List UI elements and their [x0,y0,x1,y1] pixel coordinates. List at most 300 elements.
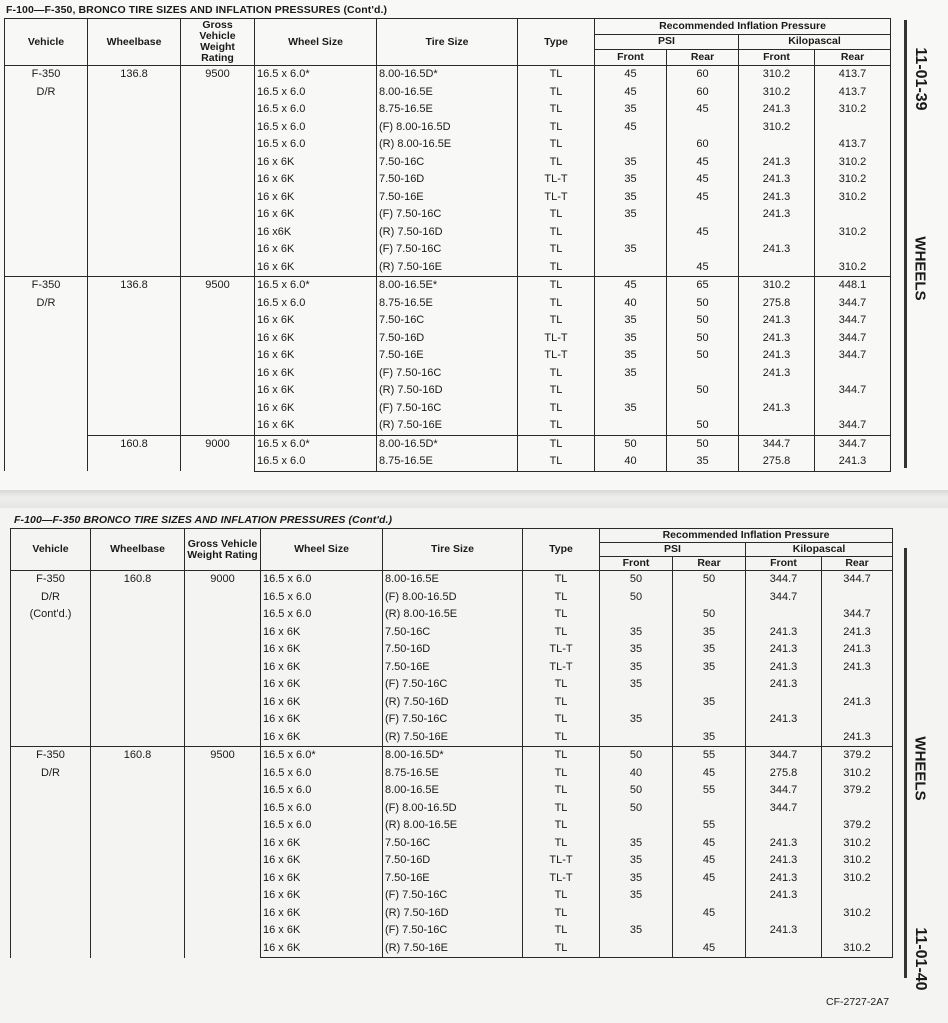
psi-rear-cell: 45 [673,852,746,870]
psi-front-cell: 35 [595,312,667,330]
psi-front-cell [600,606,673,624]
type-cell: TL [523,729,600,747]
kpa-front-cell: 241.3 [746,870,822,888]
kpa-front-cell: 241.3 [746,641,822,659]
vehicle-line: D/R [41,590,60,603]
section-label: WHEELS [911,236,929,301]
tire-size-cell: (R) 7.50-16D [377,224,518,242]
psi-front-cell: 50 [600,800,673,818]
psi-front-cell: 35 [600,870,673,888]
type-cell: TL-T [523,641,600,659]
psi-front-cell: 35 [600,922,673,940]
wheel-size-cell: 16 x 6K [255,259,377,277]
type-cell: TL [523,676,600,694]
section-code: 11-01-40 [912,927,929,991]
tire-size-cell: 7.50-16E [377,347,518,365]
kpa-front-cell [746,905,822,923]
tire-size-cell: 8.00-16.5E [383,782,523,800]
kpa-rear-cell: 344.7 [822,571,893,589]
tire-size-header: Tire Size [377,19,518,66]
psi-front-cell [595,417,667,435]
type-cell: TL [518,400,595,418]
kpa-front-cell: 241.3 [746,887,822,905]
kpa-front-cell: 241.3 [739,189,815,207]
vehicle-line: D/R [36,296,56,309]
psi-front-cell: 45 [595,277,667,295]
tire-size-cell: 7.50-16C [377,312,518,330]
kpa-front-cell: 241.3 [746,624,822,642]
wheel-size-cell: 16 x 6K [255,417,377,435]
kpa-rear-cell: 241.3 [822,641,893,659]
tire-size-cell: (F) 7.50-16C [383,887,523,905]
wheel-size-header: Wheel Size [261,529,383,571]
tire-size-cell: 8.00-16.5D* [377,435,518,453]
psi-rear-cell: 55 [673,747,746,765]
type-cell: TL-T [523,870,600,888]
psi-front-cell [600,940,673,958]
type-cell: TL [518,365,595,383]
table-header [11,529,893,571]
kpa-rear-cell: 241.3 [822,659,893,677]
kpa-front-cell: 344.7 [746,747,822,765]
kpa-rear-cell: 413.7 [815,66,891,84]
wheel-size-cell: 16 x 6K [261,641,383,659]
manual-page-top [0,0,948,490]
kpa-rear-cell: 344.7 [815,312,891,330]
type-cell: TL [523,711,600,729]
tire-size-cell: (R) 8.00-16.5E [383,606,523,624]
psi-front-cell: 35 [595,330,667,348]
header-row [11,529,893,543]
wheel-size-cell: 16 x 6K [261,659,383,677]
type-cell: TL [518,453,595,471]
psi-front-cell: 50 [600,782,673,800]
psi-rear-cell: 45 [667,154,739,172]
psi-front-cell [595,259,667,277]
wheel-size-cell: 16.5 x 6.0 [261,800,383,818]
psi-rear-cell [667,241,739,259]
tire-size-cell: (R) 7.50-16E [377,417,518,435]
psi-front-cell: 35 [600,676,673,694]
figure-code: CF-2727-2A7 [826,996,890,1008]
tire-size-cell: (F) 7.50-16C [377,400,518,418]
tire-size-cell: (R) 7.50-16D [377,382,518,400]
side-tab [898,20,942,490]
type-cell: TL [518,241,595,259]
psi-rear-header: Rear [673,557,746,571]
tire-size-cell: 7.50-16D [377,330,518,348]
tire-size-cell: 8.75-16.5E [377,101,518,119]
psi-front-cell: 35 [600,852,673,870]
psi-rear-cell: 50 [667,295,739,313]
tire-size-cell: (R) 7.50-16E [383,940,523,958]
psi-rear-cell: 50 [667,347,739,365]
table-row [5,277,891,295]
kpa-rear-header: Rear [815,50,891,66]
psi-front-cell [600,729,673,747]
kpa-rear-cell: 413.7 [815,136,891,154]
type-cell: TL-T [523,852,600,870]
wheel-size-cell: 16 x 6K [255,382,377,400]
kpa-front-cell [746,694,822,712]
tire-size-cell: 8.75-16.5E [383,765,523,783]
kpa-rear-cell [822,711,893,729]
kpa-front-cell: 241.3 [739,312,815,330]
type-cell: TL [523,887,600,905]
psi-rear-cell [667,400,739,418]
kpa-rear-cell [822,922,893,940]
type-cell: TL [523,905,600,923]
vehicle-line: F-350 [31,68,61,80]
kpa-rear-cell: 344.7 [815,435,891,453]
psi-rear-cell: 35 [673,659,746,677]
psi-front-cell: 40 [595,295,667,313]
vehicle-line: D/R [41,766,60,779]
kpa-rear-cell [815,241,891,259]
wheel-size-cell: 16.5 x 6.0 [261,606,383,624]
wheel-size-cell: 16 x 6K [261,940,383,958]
kpa-rear-cell: 241.3 [822,624,893,642]
tire-size-cell: 7.50-16D [383,641,523,659]
kpa-front-cell [739,136,815,154]
kpa-front-cell: 241.3 [746,676,822,694]
side-rule [904,20,907,468]
wheel-size-cell: 16 x 6K [261,870,383,888]
psi-rear-cell: 45 [673,835,746,853]
tire-size-cell: 7.50-16C [383,624,523,642]
psi-rear-cell: 35 [673,694,746,712]
wheelbase-header: Wheelbase [88,19,181,66]
manual-page-bottom [0,508,948,1023]
kpa-rear-cell: 344.7 [822,606,893,624]
kpa-rear-cell: 310.2 [815,259,891,277]
tire-size-cell: (R) 7.50-16E [377,259,518,277]
table-body [5,66,891,472]
kpa-front-cell: 275.8 [746,765,822,783]
wheel-size-cell: 16.5 x 6.0* [255,277,377,295]
tire-size-cell: (F) 8.00-16.5D [377,119,518,137]
table-row [11,747,893,765]
kpa-rear-cell: 310.2 [822,905,893,923]
psi-rear-cell: 35 [673,624,746,642]
wheel-size-cell: 16.5 x 6.0 [255,136,377,154]
psi-rear-cell: 35 [667,453,739,471]
table-row [5,66,891,84]
kpa-front-cell: 275.8 [739,295,815,313]
vehicle-header: Vehicle [11,529,91,571]
section-label: WHEELS [911,736,929,801]
psi-front-cell [595,382,667,400]
psi-rear-cell: 45 [667,101,739,119]
psi-front-cell: 35 [595,189,667,207]
kpa-front-cell: 241.3 [746,852,822,870]
kpa-front-cell: 310.2 [739,84,815,102]
type-cell: TL [518,84,595,102]
psi-rear-cell [667,365,739,383]
wheel-size-cell: 16 x 6K [261,887,383,905]
wheel-size-cell: 16.5 x 6.0* [255,435,377,453]
vehicle-line: (Cont'd.) [29,608,72,620]
kpa-front-cell [739,417,815,435]
psi-rear-cell: 45 [667,189,739,207]
wheel-size-cell: 16.5 x 6.0 [261,782,383,800]
psi-header: PSI [600,543,746,557]
kpa-rear-cell [822,800,893,818]
kpa-front-cell: 241.3 [746,659,822,677]
kpa-rear-cell [815,206,891,224]
type-cell: TL-T [518,171,595,189]
kpa-front-cell: 241.3 [746,922,822,940]
kpa-front-cell: 344.7 [746,589,822,607]
psi-rear-cell [667,119,739,137]
kpa-front-cell [746,606,822,624]
side-rule [904,548,907,978]
type-cell: TL [518,66,595,84]
vehicle-cell [5,277,88,472]
wheel-size-cell: 16.5 x 6.0 [255,119,377,137]
psi-rear-cell: 50 [667,417,739,435]
psi-front-cell: 35 [600,711,673,729]
type-cell: TL [523,940,600,958]
psi-rear-cell: 50 [667,330,739,348]
type-cell: TL [518,206,595,224]
type-cell: TL [523,782,600,800]
psi-rear-cell: 45 [673,870,746,888]
tire-size-cell: (R) 7.50-16D [383,694,523,712]
kpa-rear-cell: 310.2 [815,224,891,242]
tire-size-cell: (R) 8.00-16.5E [383,817,523,835]
tire-size-cell: 7.50-16E [383,659,523,677]
type-cell: TL [523,589,600,607]
wheelbase-cell: 136.8 [88,66,181,277]
psi-rear-cell: 50 [667,312,739,330]
kpa-front-cell: 344.7 [746,800,822,818]
page-fold [0,490,948,508]
tire-size-cell: 7.50-16C [377,154,518,172]
vehicle-line: F-350 [31,279,61,291]
psi-rear-cell: 45 [667,171,739,189]
kpa-rear-cell: 448.1 [815,277,891,295]
psi-rear-cell: 50 [667,435,739,453]
tire-pressure-table [4,18,891,472]
kpa-front-cell: 241.3 [739,154,815,172]
kpa-rear-cell [815,119,891,137]
kpa-rear-cell [822,676,893,694]
kilopascal-header: Kilopascal [739,34,891,50]
wheel-size-cell: 16 x 6K [261,711,383,729]
kpa-front-cell: 241.3 [739,101,815,119]
tire-size-cell: (F) 7.50-16C [383,922,523,940]
psi-rear-cell: 50 [673,606,746,624]
psi-front-cell: 40 [595,453,667,471]
tire-size-header: Tire Size [383,529,523,571]
kpa-rear-cell: 310.2 [815,154,891,172]
kpa-front-cell: 241.3 [746,711,822,729]
wheelbase-cell: 136.8 [88,277,181,436]
gvwr-header: Gross Vehicle Weight Rating [185,529,261,571]
psi-rear-cell: 50 [667,382,739,400]
tire-size-cell: (F) 8.00-16.5D [383,589,523,607]
tire-size-cell: (R) 7.50-16D [383,905,523,923]
type-cell: TL-T [523,659,600,677]
tire-size-cell: (F) 8.00-16.5D [383,800,523,818]
tire-size-cell: 7.50-16E [383,870,523,888]
type-cell: TL [523,765,600,783]
wheel-size-cell: 16 x 6K [255,189,377,207]
wheel-size-cell: 16 x 6K [255,330,377,348]
kpa-rear-cell [822,589,893,607]
kpa-rear-cell: 241.3 [822,694,893,712]
kpa-front-cell: 310.2 [739,119,815,137]
type-cell: TL [523,747,600,765]
psi-rear-cell [673,922,746,940]
type-cell: TL [518,154,595,172]
psi-rear-cell [673,800,746,818]
vehicle-cell [5,66,88,277]
kpa-front-cell: 241.3 [739,241,815,259]
kpa-front-cell [739,224,815,242]
kpa-rear-cell: 344.7 [815,417,891,435]
tire-size-cell: 8.00-16.5D* [383,747,523,765]
psi-front-cell [600,905,673,923]
kpa-rear-cell: 310.2 [822,870,893,888]
psi-front-cell: 35 [595,171,667,189]
wheel-size-cell: 16.5 x 6.0 [261,817,383,835]
kpa-front-cell: 241.3 [746,835,822,853]
psi-front-cell [595,136,667,154]
wheel-size-cell: 16 x 6K [261,922,383,940]
psi-front-cell: 35 [600,624,673,642]
kpa-front-cell: 241.3 [739,171,815,189]
kpa-front-header: Front [739,50,815,66]
type-cell: TL-T [518,330,595,348]
kilopascal-header: Kilopascal [746,543,893,557]
wheel-size-cell: 16 x 6K [255,365,377,383]
psi-front-cell [595,224,667,242]
tire-size-cell: 7.50-16D [377,171,518,189]
wheel-size-cell: 16 x 6K [255,154,377,172]
tire-size-cell: 8.00-16.5D* [377,66,518,84]
recommended-pressure-header: Recommended Inflation Pressure [600,529,893,543]
type-cell: TL [518,136,595,154]
psi-front-cell: 35 [600,641,673,659]
wheel-size-cell: 16 x 6K [261,694,383,712]
type-cell: TL [518,224,595,242]
psi-rear-cell [667,206,739,224]
gvwr-cell: 9500 [181,277,255,436]
psi-rear-cell: 45 [667,224,739,242]
type-cell: TL [518,435,595,453]
psi-front-cell: 50 [600,747,673,765]
type-cell: TL [518,312,595,330]
psi-rear-cell [673,887,746,905]
psi-front-cell: 35 [600,659,673,677]
psi-front-header: Front [595,50,667,66]
psi-rear-cell: 60 [667,84,739,102]
wheel-size-cell: 16 x 6K [255,347,377,365]
tire-pressure-table [10,528,893,958]
psi-front-header: Front [600,557,673,571]
kpa-front-cell: 241.3 [739,206,815,224]
gvwr-cell: 9500 [185,747,261,958]
table-header [5,19,891,66]
psi-rear-cell: 55 [673,782,746,800]
kpa-rear-cell: 379.2 [822,782,893,800]
vehicle-cell [11,747,91,958]
wheel-size-cell: 16 x 6K [261,729,383,747]
wheel-size-cell: 16 x 6K [261,624,383,642]
kpa-rear-cell: 379.2 [822,817,893,835]
psi-rear-cell: 60 [667,66,739,84]
wheel-size-cell: 16.5 x 6.0* [261,747,383,765]
wheel-size-cell: 16.5 x 6.0 [255,101,377,119]
tire-size-cell: 8.75-16.5E [377,295,518,313]
kpa-front-cell: 241.3 [739,365,815,383]
kpa-front-cell: 344.7 [739,435,815,453]
wheel-size-cell: 16 x6K [255,224,377,242]
gvwr-header: Gross Vehicle Weight Rating [181,19,255,66]
wheelbase-cell: 160.8 [91,571,185,747]
type-cell: TL [518,277,595,295]
kpa-front-cell [746,940,822,958]
wheelbase-cell: 160.8 [91,747,185,958]
tire-size-cell: 7.50-16D [383,852,523,870]
kpa-front-cell: 241.3 [739,330,815,348]
psi-front-cell: 45 [595,84,667,102]
tire-size-cell: (F) 7.50-16C [377,241,518,259]
kpa-rear-cell: 310.2 [815,189,891,207]
table-row [11,571,893,589]
type-cell: TL [523,800,600,818]
type-cell: TL [518,417,595,435]
wheel-size-cell: 16 x 6K [261,852,383,870]
kpa-rear-cell: 344.7 [815,347,891,365]
psi-front-cell [600,817,673,835]
psi-rear-cell [673,589,746,607]
type-cell: TL [518,382,595,400]
psi-header: PSI [595,34,739,50]
kpa-rear-cell: 413.7 [815,84,891,102]
type-header: Type [523,529,600,571]
wheel-size-cell: 16 x 6K [255,171,377,189]
psi-front-cell: 40 [600,765,673,783]
psi-front-cell: 35 [600,887,673,905]
wheel-size-cell: 16 x 6K [261,835,383,853]
psi-front-cell: 35 [595,154,667,172]
psi-rear-cell: 35 [673,641,746,659]
psi-rear-cell [673,711,746,729]
header-row [5,19,891,35]
psi-rear-cell: 45 [673,940,746,958]
kpa-front-cell [739,259,815,277]
table-row [5,435,891,453]
type-cell: TL [523,817,600,835]
psi-front-cell: 35 [595,400,667,418]
psi-front-cell: 50 [600,589,673,607]
kpa-front-cell [739,382,815,400]
section-code: 11-01-39 [912,47,929,111]
psi-front-cell: 35 [595,101,667,119]
wheel-size-cell: 16 x 6K [255,400,377,418]
tire-size-cell: (F) 7.50-16C [383,711,523,729]
psi-front-cell: 35 [595,347,667,365]
tire-size-cell: (R) 8.00-16.5E [377,136,518,154]
type-header: Type [518,19,595,66]
vehicle-line: F-350 [36,573,65,585]
wheel-size-header: Wheel Size [255,19,377,66]
kpa-rear-cell: 379.2 [822,747,893,765]
tire-size-cell: 8.00-16.5E [377,84,518,102]
